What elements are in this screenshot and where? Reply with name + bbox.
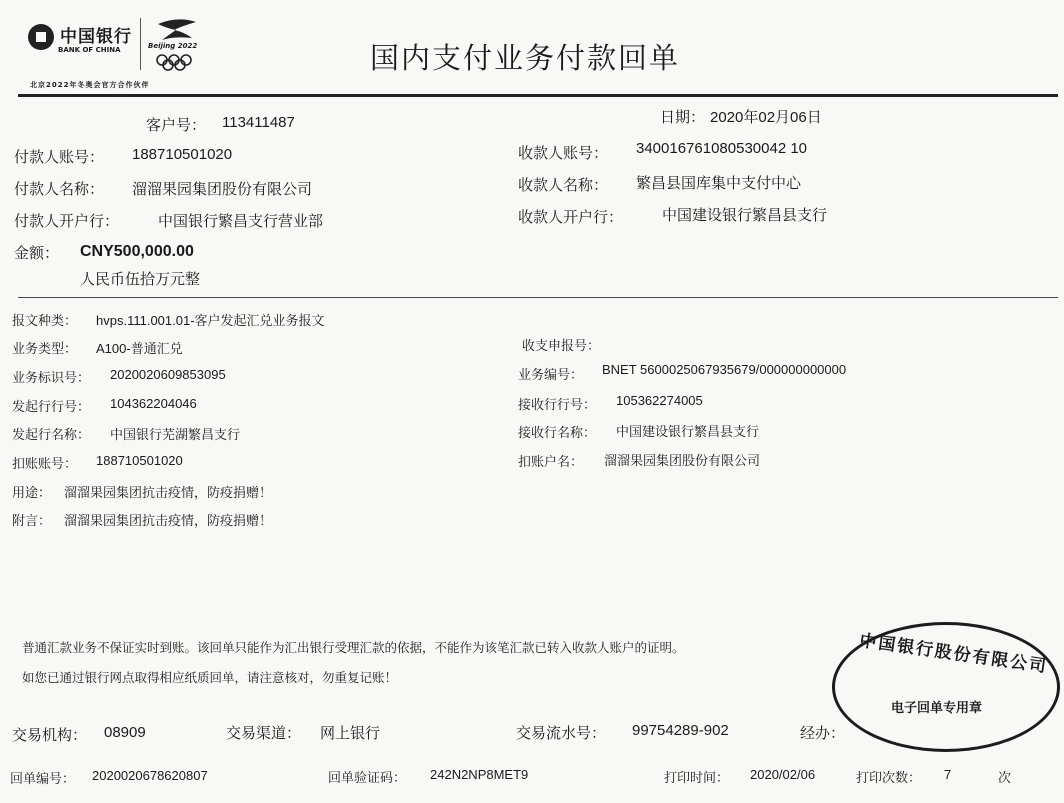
bank-of-china-logo <box>22 20 142 60</box>
seal-bank-name: 中国银行股份有限公司 <box>858 630 1050 678</box>
originating-bank-name-label: 发起行名称： <box>12 428 91 443</box>
payer-bank-label: 付款人开户行： <box>14 212 120 230</box>
remark-value: 溜溜果园集团抗击疫情，防疫捐赠！ <box>64 514 273 529</box>
bank-emblem-icon <box>28 24 54 50</box>
amount-in-words: 人民币伍拾万元整 <box>80 270 201 288</box>
amount-label: 金额： <box>14 244 60 262</box>
bank-name-en: BANK OF CHINA <box>58 46 121 54</box>
payee-account-value: 340016761080530042 10 <box>636 140 808 157</box>
date-label: 日期： <box>660 108 706 126</box>
logo-divider <box>140 18 141 70</box>
print-time-value: 2020/02/06 <box>750 767 816 782</box>
business-no-value: BNET 5600025067935679/000000000000 <box>602 362 847 377</box>
customer-no-value: 113411487 <box>222 114 295 131</box>
transaction-serial-label: 交易流水号： <box>516 724 607 742</box>
originating-bank-no-label: 发起行行号： <box>12 400 91 415</box>
seal-subtitle: 电子回单专用章 <box>891 701 983 716</box>
receiving-bank-name-label: 接收行名称： <box>518 426 597 441</box>
bank-name-cn: 中国银行 <box>60 27 132 47</box>
transaction-channel-value: 网上银行 <box>320 724 381 742</box>
document-title: 国内支付业务付款回单 <box>370 41 681 75</box>
purpose-value: 溜溜果园集团抗击疫情，防疫捐赠！ <box>64 486 273 501</box>
payer-bank-value: 中国银行繁昌支行营业部 <box>158 212 324 230</box>
verify-code-value: 242N2NP8MET9 <box>430 767 529 782</box>
notice-line-2: 如您已通过银行网点取得相应纸质回单，请注意核对，勿重复记账！ <box>22 670 398 685</box>
print-count-unit: 次 <box>998 771 1012 786</box>
receiving-bank-no-value: 105362274005 <box>616 393 703 408</box>
receiving-bank-name-value: 中国建设银行繁昌县支行 <box>616 425 760 440</box>
transaction-org-value: 08909 <box>104 724 146 741</box>
print-time-label: 打印时间： <box>664 771 730 786</box>
olympic-logo <box>148 14 210 72</box>
business-type-label: 业务类型： <box>12 342 78 357</box>
payee-name-value: 繁昌县国库集中支付中心 <box>636 174 802 192</box>
notice-line-1: 普通汇款业务不保证实时到账。该回单只能作为汇出银行受理汇款的依据，不能作为该笔汇款已转入收款人账户的证明。 <box>22 640 685 655</box>
receiving-bank-no-label: 接收行行号： <box>518 398 597 413</box>
business-id-value: 2020020609853095 <box>110 367 226 382</box>
handler-label: 经办： <box>800 724 846 742</box>
business-id-label: 业务标识号： <box>12 371 91 386</box>
receipt-no-value: 2020020678620807 <box>92 768 208 783</box>
debit-account-value: 188710501020 <box>96 453 183 468</box>
sponsor-text: 北京2022年冬奥会官方合作伙伴 <box>30 81 150 89</box>
debit-account-name-label: 扣账户名： <box>518 455 584 470</box>
message-type-value: hvps.111.001.01-客户发起汇兑业务报文 <box>96 313 325 328</box>
business-no-label: 业务编号： <box>518 368 584 383</box>
header-rule <box>18 94 1058 97</box>
payee-name-label: 收款人名称： <box>518 176 609 194</box>
transaction-channel-label: 交易渠道： <box>226 724 302 742</box>
payer-name-label: 付款人名称： <box>14 180 105 198</box>
payer-account-label: 付款人账号： <box>14 148 105 166</box>
payee-bank-value: 中国建设银行繁昌县支行 <box>662 206 828 224</box>
debit-account-name-value: 溜溜果园集团股份有限公司 <box>604 454 761 469</box>
declaration-no-label: 收支申报号： <box>522 339 601 354</box>
date-value: 2020年02月06日 <box>710 109 822 126</box>
transaction-org-label: 交易机构： <box>12 726 88 744</box>
originating-bank-no-value: 104362204046 <box>110 396 197 411</box>
print-count-label: 打印次数： <box>856 771 922 786</box>
debit-account-label: 扣账账号： <box>12 457 78 472</box>
amount-value: CNY500,000.00 <box>80 243 194 260</box>
verify-code-label: 回单验证码： <box>328 771 407 786</box>
section-rule <box>18 297 1058 298</box>
remark-label: 附言： <box>12 514 52 529</box>
payee-account-label: 收款人账号： <box>518 144 609 162</box>
transaction-serial-value: 99754289-902 <box>632 722 729 739</box>
purpose-label: 用途： <box>12 486 52 501</box>
payer-account-value: 188710501020 <box>132 146 233 163</box>
originating-bank-name-value: 中国银行芜湖繁昌支行 <box>110 428 241 443</box>
customer-no-label: 客户号： <box>146 116 207 134</box>
print-count-value: 7 <box>944 767 952 782</box>
message-type-label: 报文种类： <box>12 314 78 329</box>
bank-seal <box>832 622 1060 752</box>
business-type-value: A100-普通汇兑 <box>96 341 183 356</box>
payer-name-value: 溜溜果园集团股份有限公司 <box>132 180 313 198</box>
receipt-no-label: 回单编号： <box>10 772 76 787</box>
olympic-name-en: Beijing 2022 <box>148 42 198 50</box>
payee-bank-label: 收款人开户行： <box>518 208 624 226</box>
